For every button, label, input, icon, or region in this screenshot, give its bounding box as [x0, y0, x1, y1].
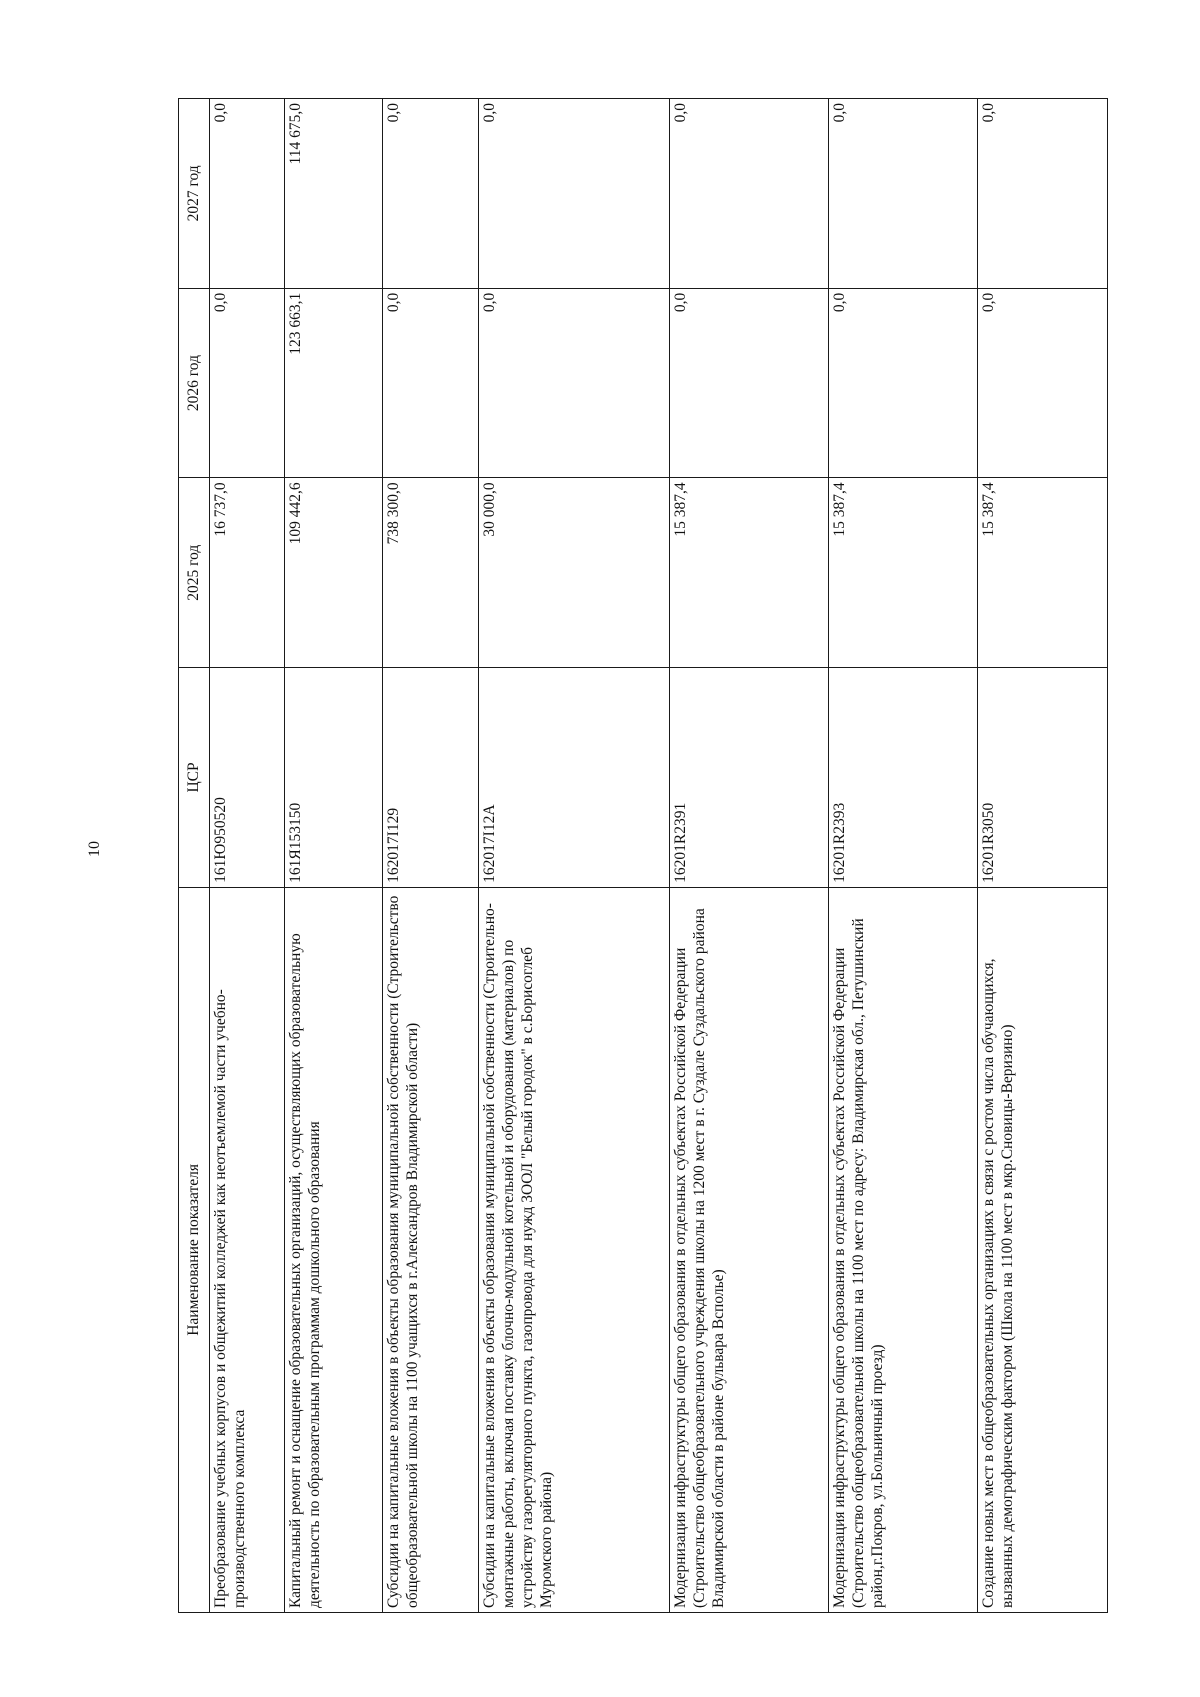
table-row: [479, 99, 670, 1613]
row-name: Субсидии на капитальные вложения в объекты образования муниципальной собственности (Строительно-монтажные работы, включая поставку блочно-модульной котельной и оборудования (материалов) по устройству газорегуляторного пункта, газопровода для нужд ЗООЛ "Белый городок" в с.Борисоглеб Муромского района): [479, 887, 670, 1612]
row-value-2027: 0,0: [829, 99, 978, 289]
row-value-2025: 30 000,0: [479, 478, 670, 668]
row-name: Модернизация инфраструктуры общего образования в отдельных субъектах Российской Федерации (Строительство общеобразовательного учреждения школы на 1200 мест в г. Суздале Суздальского района Владимирской области в районе бульвара Всполье): [670, 887, 829, 1612]
row-value-2027: 114 675,0: [284, 99, 382, 289]
page-number: 10: [86, 841, 103, 857]
row-value-2027: 0,0: [670, 99, 829, 289]
row-csr: 16201R2391: [670, 668, 829, 888]
row-value-2025: 15 387,4: [978, 478, 1108, 668]
row-value-2027: 0,0: [978, 99, 1108, 289]
row-value-2025: 15 387,4: [829, 478, 978, 668]
row-csr: 161Ю950520: [210, 668, 285, 888]
row-csr: 161Я153150: [284, 668, 382, 888]
header-2027: 2027 год: [179, 99, 210, 289]
row-name: Капитальный ремонт и оснащение образовательных организаций, осуществляющих образовательную деятельность по образовательным программам дошкольного образования: [284, 887, 382, 1612]
row-csr: 162017I12А: [479, 668, 670, 888]
row-csr: 16201R2393: [829, 668, 978, 888]
table-row: [210, 99, 285, 1613]
row-value-2026: 0,0: [210, 288, 285, 478]
row-value-2025: 15 387,4: [670, 478, 829, 668]
table-header-row: [179, 99, 210, 1613]
table-row: [284, 99, 382, 1613]
row-csr: 16201R3050: [978, 668, 1108, 888]
row-value-2027: 0,0: [383, 99, 479, 289]
row-csr: 162017I129: [383, 668, 479, 888]
row-value-2025: 16 737,0: [210, 478, 285, 668]
row-value-2026: 0,0: [383, 288, 479, 478]
row-value-2027: 0,0: [479, 99, 670, 289]
header-2025: 2025 год: [179, 478, 210, 668]
row-name: Модернизация инфраструктуры общего образования в отдельных субъектах Российской Федерации (Строительство общеобразовательной школы на 1100 мест по адресу: Владимирская обл., Петушинский район,г.Покров, ул.Больничный проезд): [829, 887, 978, 1612]
table-row: [670, 99, 829, 1613]
budget-table: [178, 98, 1108, 1613]
header-csr: ЦСР: [179, 668, 210, 888]
table-row: [383, 99, 479, 1613]
row-value-2026: 0,0: [479, 288, 670, 478]
rotated-table-frame: [178, 98, 1108, 1613]
row-value-2026: 123 663,1: [284, 288, 382, 478]
header-2026: 2026 год: [179, 288, 210, 478]
budget-table-container: [178, 98, 1108, 1613]
row-value-2026: 0,0: [829, 288, 978, 478]
row-name: Преобразование учебных корпусов и общежитий колледжей как неотъемлемой части учебно-производственного комплекса: [210, 887, 285, 1612]
table-row: [978, 99, 1108, 1613]
row-name: Создание новых мест в общеобразовательных организациях в связи с ростом числа обучающихся, вызванных демографическим фактором (Школа на 1100 мест в мкр.Сновицы-Веризино): [978, 887, 1108, 1612]
row-value-2026: 0,0: [670, 288, 829, 478]
row-value-2027: 0,0: [210, 99, 285, 289]
row-value-2025: 738 300,0: [383, 478, 479, 668]
row-value-2026: 0,0: [978, 288, 1108, 478]
table-row: [829, 99, 978, 1613]
row-value-2025: 109 442,6: [284, 478, 382, 668]
header-name: Наименование показателя: [179, 887, 210, 1612]
row-name: Субсидии на капитальные вложения в объекты образования муниципальной собственности (Строительство общеобразовательной школы на 1100 учащихся в г.Александров Владимирской области): [383, 887, 479, 1612]
